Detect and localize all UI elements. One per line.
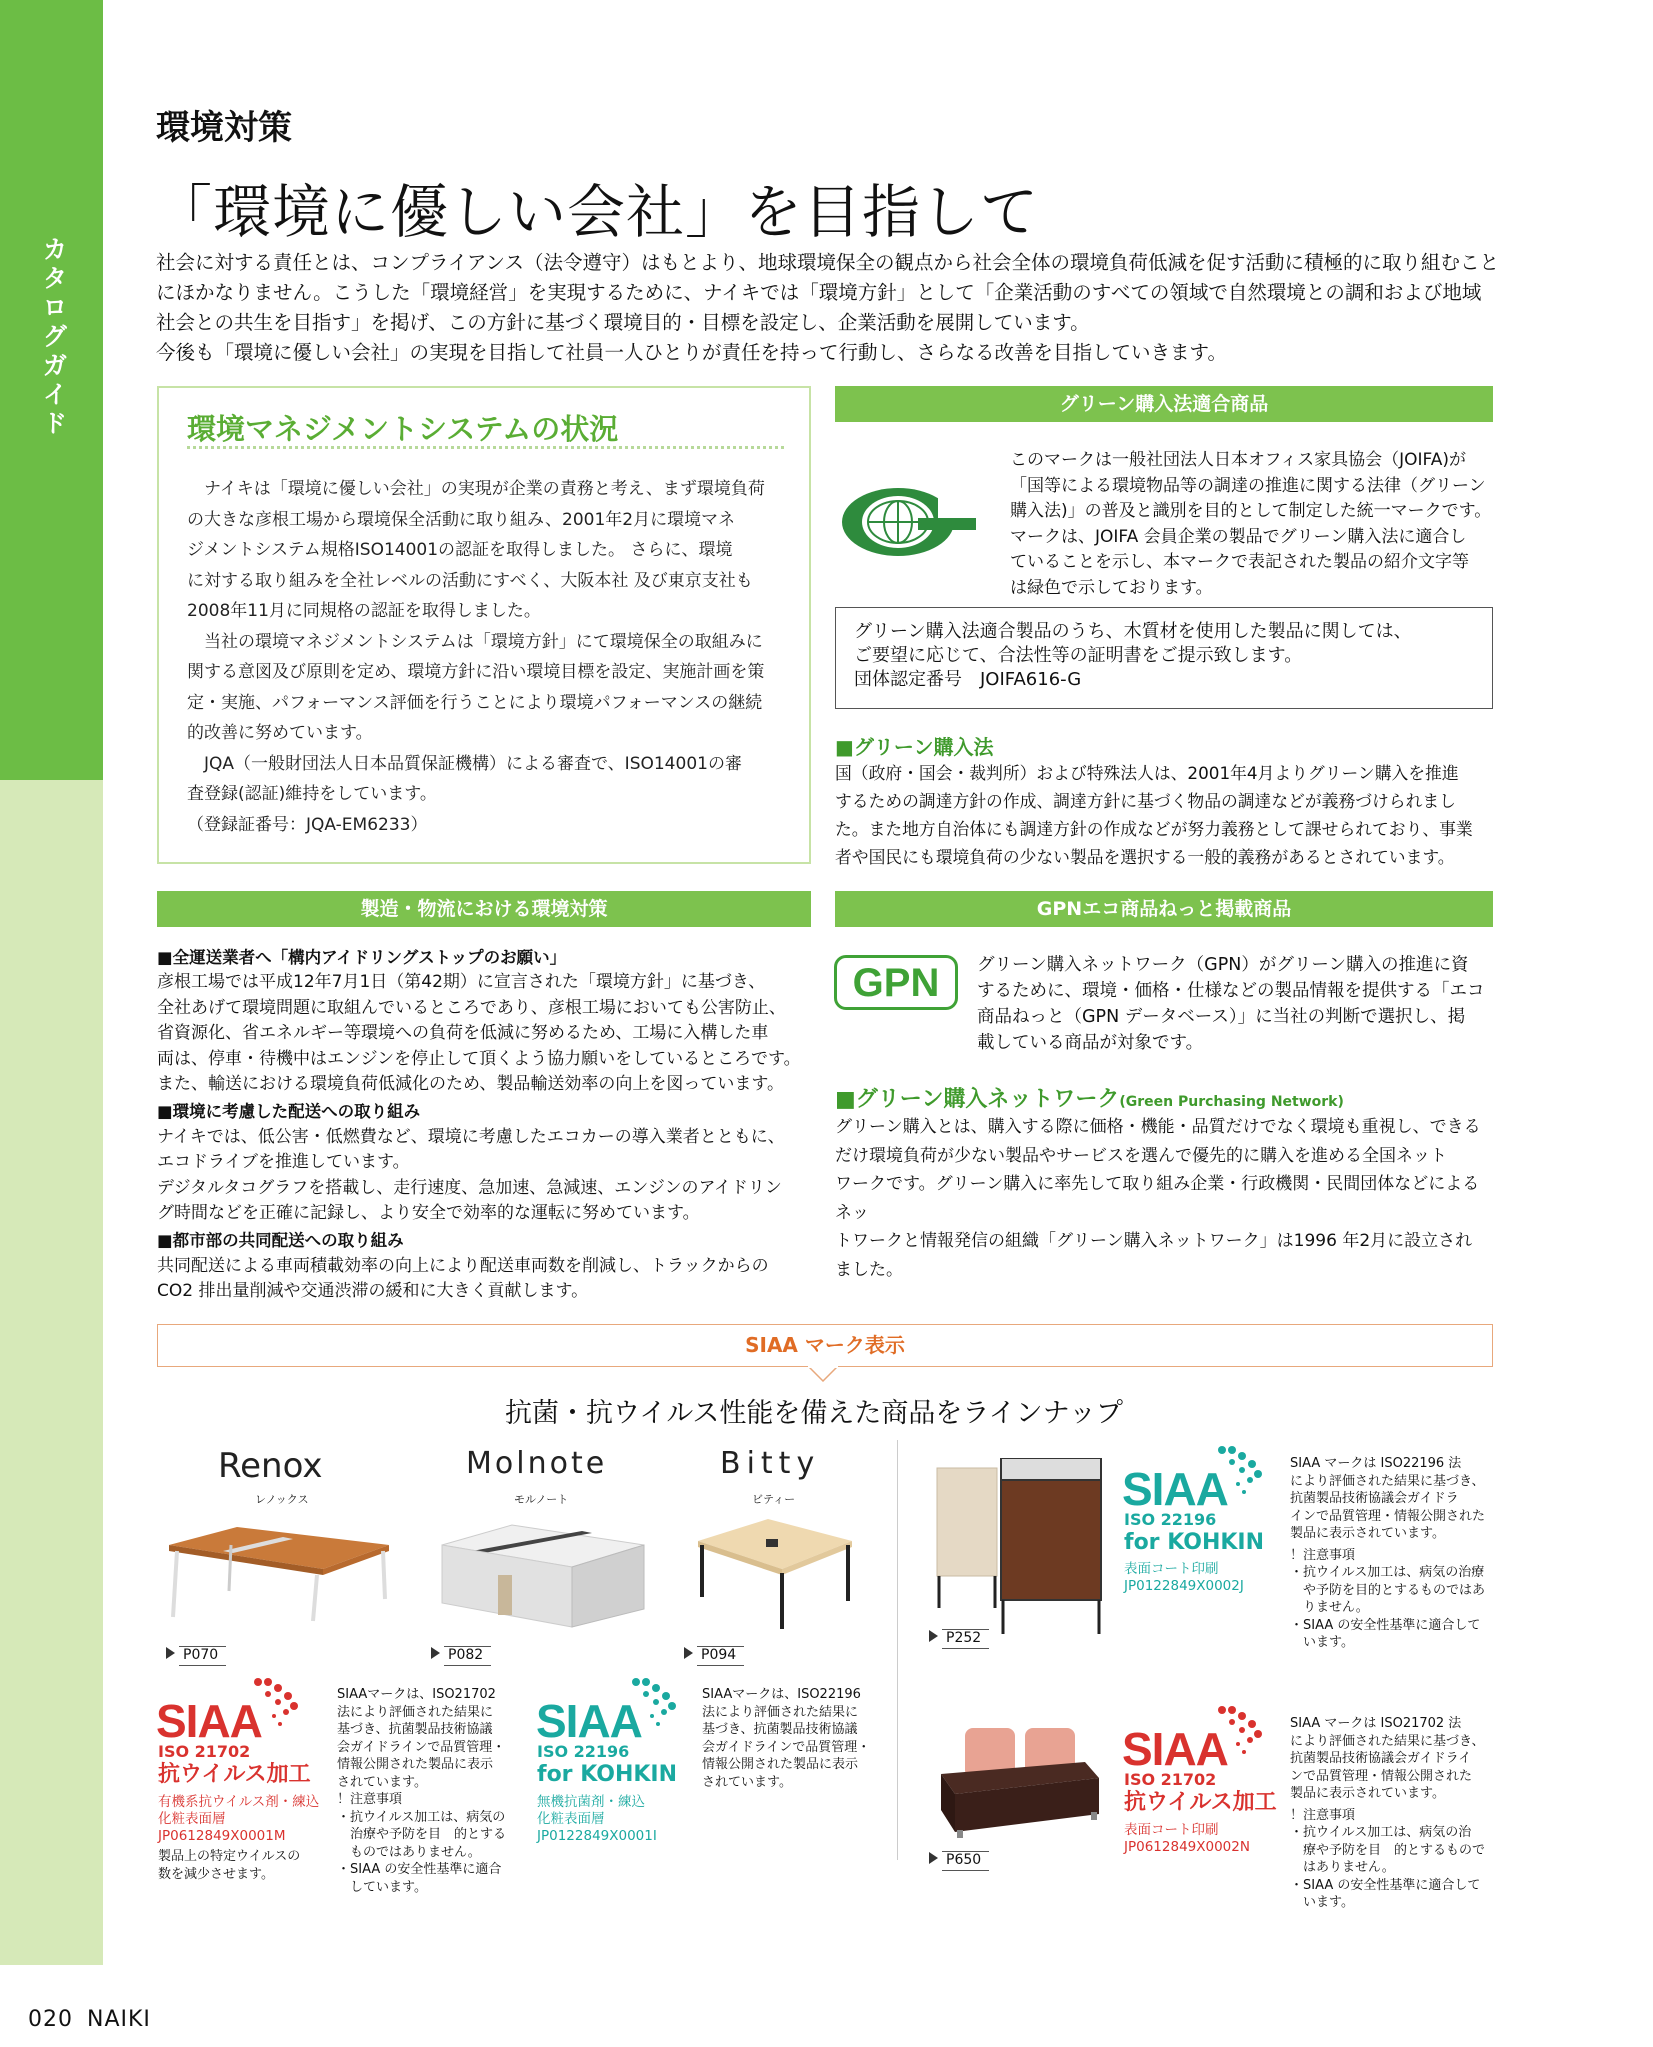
siaa-logo-antivirus: SIAA — [1122, 1723, 1228, 1775]
green-law-text: 国（政府・国会・裁判所）および特殊法人は、2001年4月よりグリーン購入を推進 するための調達方針の作成、調達方針に基づく物品の調達などが義務づけられまし た。また地方自治体にも調達方針の作成などが努力義務として課せられており、事業 者や国民にも環境負荷の少ない製品を選択する一般的義務があるとされています。 — [835, 763, 1473, 867]
iso-label: ISO 21702 — [158, 1742, 251, 1761]
ems-body: ナイキは「環境に優しい会社」の実現が企業の責務と考え、まず環境負荷 の大きな彦根工場から環境保全活動に取り組み、2001年2月に環境マネ ジメントシステム規格ISO14001の認証を取得しました。 さらに、環境 に対する取り組みを全社レベルの活動にすべく、大阪本社 及び東京支社も 2008年11月に同規格の認証を取得しました。 当社の環境マネジメントシステムは「環境方針」にて環境保全の取組みに 関する意図及び原則を定め、環境方針に沿い環境目標を設定、実施計画を策 定・実施、パフォーマンス評価を行うことにより環境パフォーマンスの継続 的改善に努めています。 JQA（一般財団法人日本品質保証機構）による審査で、ISO14001の審 査登録(認証)維持をしています。 （登録証番号：JQA-EM6233） — [187, 479, 765, 835]
treatment-detail: 表面コート印刷 JP0612849X0002N — [1124, 1822, 1250, 1855]
manufacturing-text: ■全運送業者へ「構内アイドリングストップのお願い」 彦根工場では平成12年7月1日（第42期）に宣言された「環境方針」に基づき、 全社あげて環境問題に取組んでいるところであり、彦根工場においても公害防止、 省資源化、省エネルギー等環境への負荷を低減に努めるため、工場に入構した車 両は、停車・待機中はエンジンを停止して頂くよう協力願いをしているところです。 また、輸送における環境負荷低減化のため、製品輸送効率の向上を図っています。 ■環境に考慮した配送への取り組み ナイキでは、低公害・低燃費など、環境に考慮したエコカーの導入業者とともに、 エコドライブを推進しています。 デジタルタコグラフを搭載し、走行速度、急加速、急減速、エンジンのアイドリン グ時間などを正確に記録し、より安全で効率的な運転に努めています。 ■都市部の共同配送への取り組み 共同配送による車両積載効率の向上により配送車両数を削減し、トラックからの CO2 排出量削減や交通渋滞の緩和に大きく貢献します。 — [157, 948, 801, 1302]
side-label: カタログガイド — [39, 236, 68, 439]
siaa-band: SIAA マーク表示 — [157, 1324, 1493, 1367]
side-strip — [0, 780, 103, 1965]
treatment-detail: 無機抗菌剤・練込 化粧表面層 JP0122849X0001I — [537, 1794, 657, 1844]
page-ref-p650[interactable]: P650 — [929, 1850, 989, 1870]
siaa-dots-icon — [630, 1674, 678, 1730]
kohkin-label: for KOHKIN — [537, 1762, 678, 1787]
brand-molnote: Molnote — [466, 1446, 608, 1481]
brand-kana: ビティー — [752, 1493, 796, 1506]
page-ref-p252[interactable]: P252 — [929, 1628, 989, 1648]
green-law-heading: ■グリーン購入法 — [835, 735, 994, 759]
intro-line: 社会に対する責任とは、コンプライアンス（法令遵守）はもとより、地球環境保全の観点から社会全体の環境負荷低減を促す活動に積極的に取り組むこと — [156, 251, 1499, 274]
green-purchase-band: グリーン購入法適合商品 — [835, 386, 1493, 422]
antivirus-note: 製品上の特定ウイルスの 数を減少させます。 — [158, 1849, 301, 1882]
renox-table-image — [163, 1505, 393, 1625]
siaa-description: SIAA マークは ISO22196 法 により評価された結果に基づき、 抗菌製品技術協議会ガイドラ インで品質管理・情報公開された 製品に表示されています。 ！注意事項 ・抗ウイルス加工は、病気の治療 や予防を目的とするものではあ りません。 ・SIAA の安全性基準に適合して います。 — [1290, 1456, 1486, 1650]
siaa-description: SIAAマークは、ISO22196 法により評価された結果に 基づき、抗菌製品技術協議 会ガイドラインで品質管理・ 情報公開された製品に表示 されています。 — [702, 1687, 871, 1790]
page-title: 「環境に優しい会社」を目指して — [154, 178, 1040, 246]
pointer-icon — [808, 1366, 838, 1382]
page-ref-p082[interactable]: P082 — [431, 1645, 491, 1665]
siaa-description: SIAA マークは ISO21702 法 により評価された結果に基づき、 抗菌製品技術協議会ガイドライ ンで品質管理・情報公開された 製品に表示されています。 ！注意事項 ・抗ウイルス加工は、病気の治 療や予防を目 的とするもので はありません。 ・SIAA の安全性基準に適合して います。 — [1290, 1716, 1486, 1910]
gpn-description: グリーン購入ネットワーク（GPN）がグリーン購入の推進に資 するために、環境・価格・仕様などの製品情報を提供する「エコ 商品ねっと（GPN データベース）」に当社の判断で選択し、掲 載している商品が対象です。 — [977, 955, 1485, 1053]
molnote-table-image — [432, 1505, 652, 1630]
page-number: 020 — [28, 2007, 73, 2032]
treatment-detail: 有機系抗ウイルス剤・練込 化粧表面層 JP0612849X0001M — [158, 1794, 320, 1844]
siaa-subtitle: 抗菌・抗ウイルス性能を備えた商品をラインナップ — [505, 1398, 1124, 1429]
green-mark-icon — [838, 484, 980, 560]
page-ref-p070[interactable]: P070 — [166, 1645, 226, 1665]
green-mark-description: このマークは一般社団法人日本オフィス家具協会（JOIFA)が 「国等による環境物品等の調達の推進に関する法律（グリーン 購入法)」の普及と識別を目的として制定した統一マークです。 マークは、JOIFA 会員企業の製品でグリーン購入法に適合し ていることを示し、本マークで表記された製品の紹介文字等 は緑色で示しております。 — [1010, 450, 1492, 598]
siaa-logo-antibacterial: SIAA — [1122, 1463, 1228, 1515]
gpn-band: GPNエコ商品ねっと掲載商品 — [835, 891, 1493, 927]
partition-image — [935, 1458, 1105, 1638]
dotted-divider — [187, 446, 784, 449]
siaa-dots-icon — [1216, 1702, 1264, 1758]
siaa-logo-antibacterial: SIAA — [536, 1695, 642, 1747]
page-footer — [28, 2007, 151, 2032]
section-kicker: 環境対策 — [156, 108, 292, 148]
page-ref-p094[interactable]: P094 — [684, 1645, 744, 1665]
siaa-logo-antivirus: SIAA — [156, 1695, 262, 1747]
antivirus-label: 抗ウイルス加工 — [1124, 1790, 1277, 1815]
ems-title: 環境マネジメントシステムの状況 — [187, 412, 619, 446]
certificate-notice: グリーン購入法適合製品のうち、木質材を使用した製品に関しては、 ご要望に応じて、合法性等の証明書をご提示致します。 団体認定番号 JOIFA616-G — [835, 607, 1493, 709]
brand-bitty: Bitty — [720, 1446, 821, 1481]
gpn-logo: GPN — [834, 955, 958, 1010]
iso-label: ISO 22196 — [537, 1742, 630, 1761]
siaa-dots-icon — [252, 1674, 300, 1730]
iso-label: ISO 21702 — [1124, 1770, 1217, 1789]
siaa-dots-icon — [1216, 1442, 1264, 1498]
antivirus-label: 抗ウイルス加工 — [158, 1762, 311, 1787]
sofa-image — [935, 1722, 1105, 1842]
gpn-body: グリーン購入とは、購入する際に価格・機能・品質だけでなく環境も重視し、できる だけ環境負荷が少ない製品やサービスを選んで優先的に購入を進める全国ネット ワークです。グリーン購入に率先して取り組み企業・行政機関・民間団体などによるネッ トワークと情報発信の組織「グリーン購入ネットワーク」は1996 年2月に設立され ました。 — [835, 1117, 1481, 1280]
intro-line: 今後も「環境に優しい会社」の実現を目指して社員一人ひとりが責任を持って行動し、さらなる改善を目指していきます。 — [156, 341, 1227, 364]
divider — [897, 1440, 898, 1860]
treatment-detail: 表面コート印刷 JP0122849X0002J — [1124, 1561, 1244, 1594]
brand-kana: レノックス — [255, 1493, 309, 1506]
intro-line: にほかなりません。こうした「環境経営」を実現するために、ナイキでは「環境方針」として「企業活動のすべての領域で自然環境との調和および地域 — [156, 281, 1482, 304]
footer-brand: NAIKI — [87, 2007, 151, 2032]
intro-line: 社会との共生を目指す」を掲げ、この方針に基づく環境目的・目標を設定し、企業活動を展開しています。 — [156, 311, 1090, 334]
gpn-subheading: ■グリーン購入ネットワーク(Green Purchasing Network) — [835, 1087, 1344, 1112]
kohkin-label: for KOHKIN — [1124, 1530, 1265, 1555]
brand-kana: モルノート — [514, 1493, 569, 1506]
siaa-description: SIAAマークは、ISO21702 法により評価された結果に 基づき、抗菌製品技術協議 会ガイドラインで品質管理・ 情報公開された製品に表示 されています。 ！注意事項 ・抗ウイルス加工は、病気の 治療や予防を目 的とする ものではありません。 ・SIAA の安全性基準に適合 しています。 — [337, 1687, 507, 1895]
brand-renox: Renox — [218, 1446, 323, 1486]
iso-label: ISO 22196 — [1124, 1510, 1217, 1529]
intro-paragraph — [156, 248, 1501, 368]
bitty-table-image — [688, 1505, 858, 1635]
manufacturing-band: 製造・物流における環境対策 — [157, 891, 811, 927]
